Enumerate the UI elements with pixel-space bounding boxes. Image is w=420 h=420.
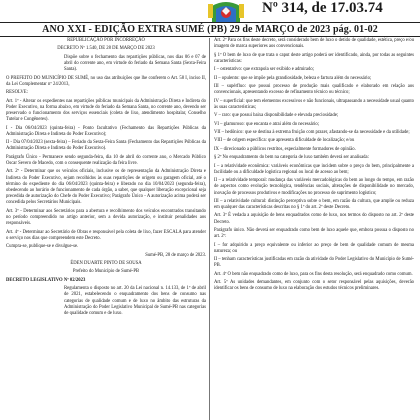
right-paragraph: Art. 2º Para os fins deste decreto, será considerado bem de luxo o detido de qualidade, estética, preço e/ou imagem de marca superiores aos convencionais. [214,38,414,50]
left-paragraph: REPUBLICAÇÃO POR INCORREÇÃO [67,38,145,43]
right-column [214,38,414,295]
right-paragraph: Art. 3º É vedada a aquisição de bens enquadrados como de luxo, nos termos do disposto no art. 2º deste Decreto. [214,213,414,225]
right-paragraph: Art. 5º As unidades demandantes, em conjunto com o setor responsável pelas aquisições, deverão identificar os bens de consumo de luxo na elaboração dos estudos técnicos preliminares. [214,280,414,292]
right-paragraph: I – for adquirido a preço equivalente ou inferior ao preço de bem de qualidade comum de mesma natureza; ou [214,242,414,254]
right-paragraph: VII – hedônico: que se destina à extrema fruição com prazer, afastando-se da necessidade e da utilidade; [214,129,410,135]
right-paragraph: VIII – de origem específica: que apresenta dificuldade de localização; e/ou [214,138,355,144]
left-paragraph: Art. 1º - Alterar os expedientes nas repartições públicas municipais da Administração Direta e Indireta do Poder Executivo, na forma abaixo, em virtude do feriado da Semana Santa, no corrente ano, devendo ser preservado o funcionamento dos serviços essenciais (coleta de lixo, atendimento hospitalar, Conselho Tutelar e Congêneres). [6,98,206,123]
left-paragraph: Sumé-PB, 28 de março de 2023. [145,252,206,258]
left-paragraph: Art. 2º - Determinar que os veículos oficiais, inclusive os de representação da Administração Direta e Indireta do Poder Executivo, sejam recolhidos às suas repartições de origem ou garagem oficial, até o término do expediente do dia 06/04/2023 (quinta-feira) e liberado no dia 10/04/2023 (segunda-feira), obedecendo ao horário de funcionamento de cada órgão, a saber, que qualquer liberação excepcional seja precedida de autorização do Chefe do Poder Executivo; Parágrafo Único - A autorização acima poderá ser concedida pelos Secretários Municipais. [6,169,206,206]
right-paragraph: III – supérfluo: que possui processo de produção mais qualificado e elaborado em relação aos convencionais, apresentando excesso de refinamento técnico ou técnico; [214,83,414,96]
right-paragraph: II – opulento: que se impõe pela grandiosidade, beleza e fartura além do necessário; [214,75,372,81]
right-paragraph: II – tenham características justificadas em razão da atividade do Poder Legislativo do Município de Sumé-PB. [214,257,414,269]
column-separator [209,38,210,420]
right-paragraph: Art. 4º O bem não enquadrado como de luxo, para os fins desta resolução, será enquadrado como comum. [214,271,413,277]
left-paragraph: I - Dia 06/04/2023 (quinta-feira) - Ponto facultativo (Fechamento das Repartições Públicas da Administração Direta e Indireta do Poder Executivo); [6,125,206,137]
left-paragraph: O PREFEITO DO MUNICÍPIO DE SUMÉ, no uso das atribuições que lhe conferem o Art. 58 I, inciso II, da Lei Complementar nº 24/2013, [6,75,206,87]
edition-line: ANO XXI - EDIÇÃO EXTRA SUMÉ (PB) 29 de MARÇO de 2023 pág. 01-02 [42,24,378,35]
right-paragraph: I – a relatividade econômica: variáveis econômicas que incidem sobre o preço do bem, principalmente a facilidade ou a dificuldade logística regional ou local de acesso ao bem; [214,163,414,175]
left-paragraph: RESOLVE: [6,90,28,96]
right-paragraph: IX – direcionado a públicos restritos, especialmente formadores de opinião. [214,146,356,152]
right-paragraph: VI – glamuroso: que encanta e atrai além do necessário; [214,121,320,127]
left-paragraph: DECRETO LEGISLATIVO Nº 02/2023 [6,277,86,283]
header-rule-top [0,22,420,23]
left-paragraph: ÉDEN DUARTE PINTO DE SOUSA [70,260,142,266]
right-paragraph: IV – superficial: que tem elementos excessivos e não funcionais, ultrapassando a necessidade usual quanto às suas características; [214,98,414,110]
left-paragraph: Dispõe sobre o fechamento das repartições públicas, nos dias 06 e 07 de abril do corrente ano, em virtude do feriado da Semana Santa (Sexta-Feira Santa). [64,54,206,73]
left-paragraph: Cumpra-se, publique-se e divulgue-se. [6,244,79,250]
left-paragraph: DECRETO Nº 1.540, DE 28 DE MARÇO DE 2023 [57,46,155,52]
left-paragraph: Art. 4º - Determinar ao Secretário de Obras e responsável pela coleta de lixo, fazer ESCALA para atender o serviço nos dias que compreendem este Decreto. [6,229,206,241]
left-paragraph: Prefeito do Município de Sumé-PB [72,269,140,275]
right-paragraph: § 2º No enquadramento do bem na categoria de luxo também deverá ser analisada: [214,155,369,161]
left-paragraph: Regulamenta o disposto no art. 20 da Lei nacional n. 14.133, de 1º de abril de 2021, estabelecendo o enquadramento dos bens de consumo nas categorias de qualidade comum e de luxo no âmbito das estruturas da Administração do Poder Legislativo Municipal de Sumé-PB nas categorias de qualidade comum e de luxo. [64,286,206,316]
right-paragraph: I – ostentativo: que extrapola ser exibido e admirado; [214,67,314,73]
left-paragraph: Art. 3º - Determinar aos Secretários para a abertura e recolhimento dos veículos encontrados transitando no período compreendido no artigo anterior, sem a devida autorização, e instituir penalidades aos responsáveis. [6,208,206,227]
left-column [6,38,206,319]
left-paragraph: Parágrafo Único - Permanece sendo segunda-feira, dia 10 de abril do corrente ano, o Mercado Público Oscar Severo de Macedo, com o consequente realização da feira livre. [6,154,206,166]
header-rule-bottom [0,36,420,37]
right-paragraph: II – a relatividade temporal: mudança das variáveis mercadológicas do bem ao longo do tempo, em razão de aspectos como evolução tecnológica, tendências sociais, alterações de disponibilidade no mercado, inovação de processos produtivos e modificações no processo de suprimento logístico; [214,178,414,196]
issue-number: Nº 314, de 17.03.74 [262,0,383,16]
left-paragraph: II - Dia 07/04/2023 (sexta-feira) – Feriado da Sexta-Feira Santa (Fechamento das Repartições Públicas da Administração Direta e Indireta do Poder Executivo). [6,140,206,152]
right-paragraph: III – a relatividade cultural: distinção perceptiva sobre o bem, em razão da cultura, que amplie ou reduza em qualquer das características descritas no § 1º do art. 2º deste Decreto. [214,198,414,211]
right-paragraph: § 1º O bem de luxo de que trata o caput deste artigo poderá ser identificado, ainda, por todas as seguintes características: [214,52,414,64]
right-paragraph: Parágrafo único. Não deverá ser enquadrado como bem de luxo aquele que, embora possua o disposto no art. 2º: [214,228,414,240]
right-paragraph: V – raro: que possui baixa disponibilidade e elevada preciosidade; [214,113,339,119]
coat-of-arms-logo [204,0,248,22]
